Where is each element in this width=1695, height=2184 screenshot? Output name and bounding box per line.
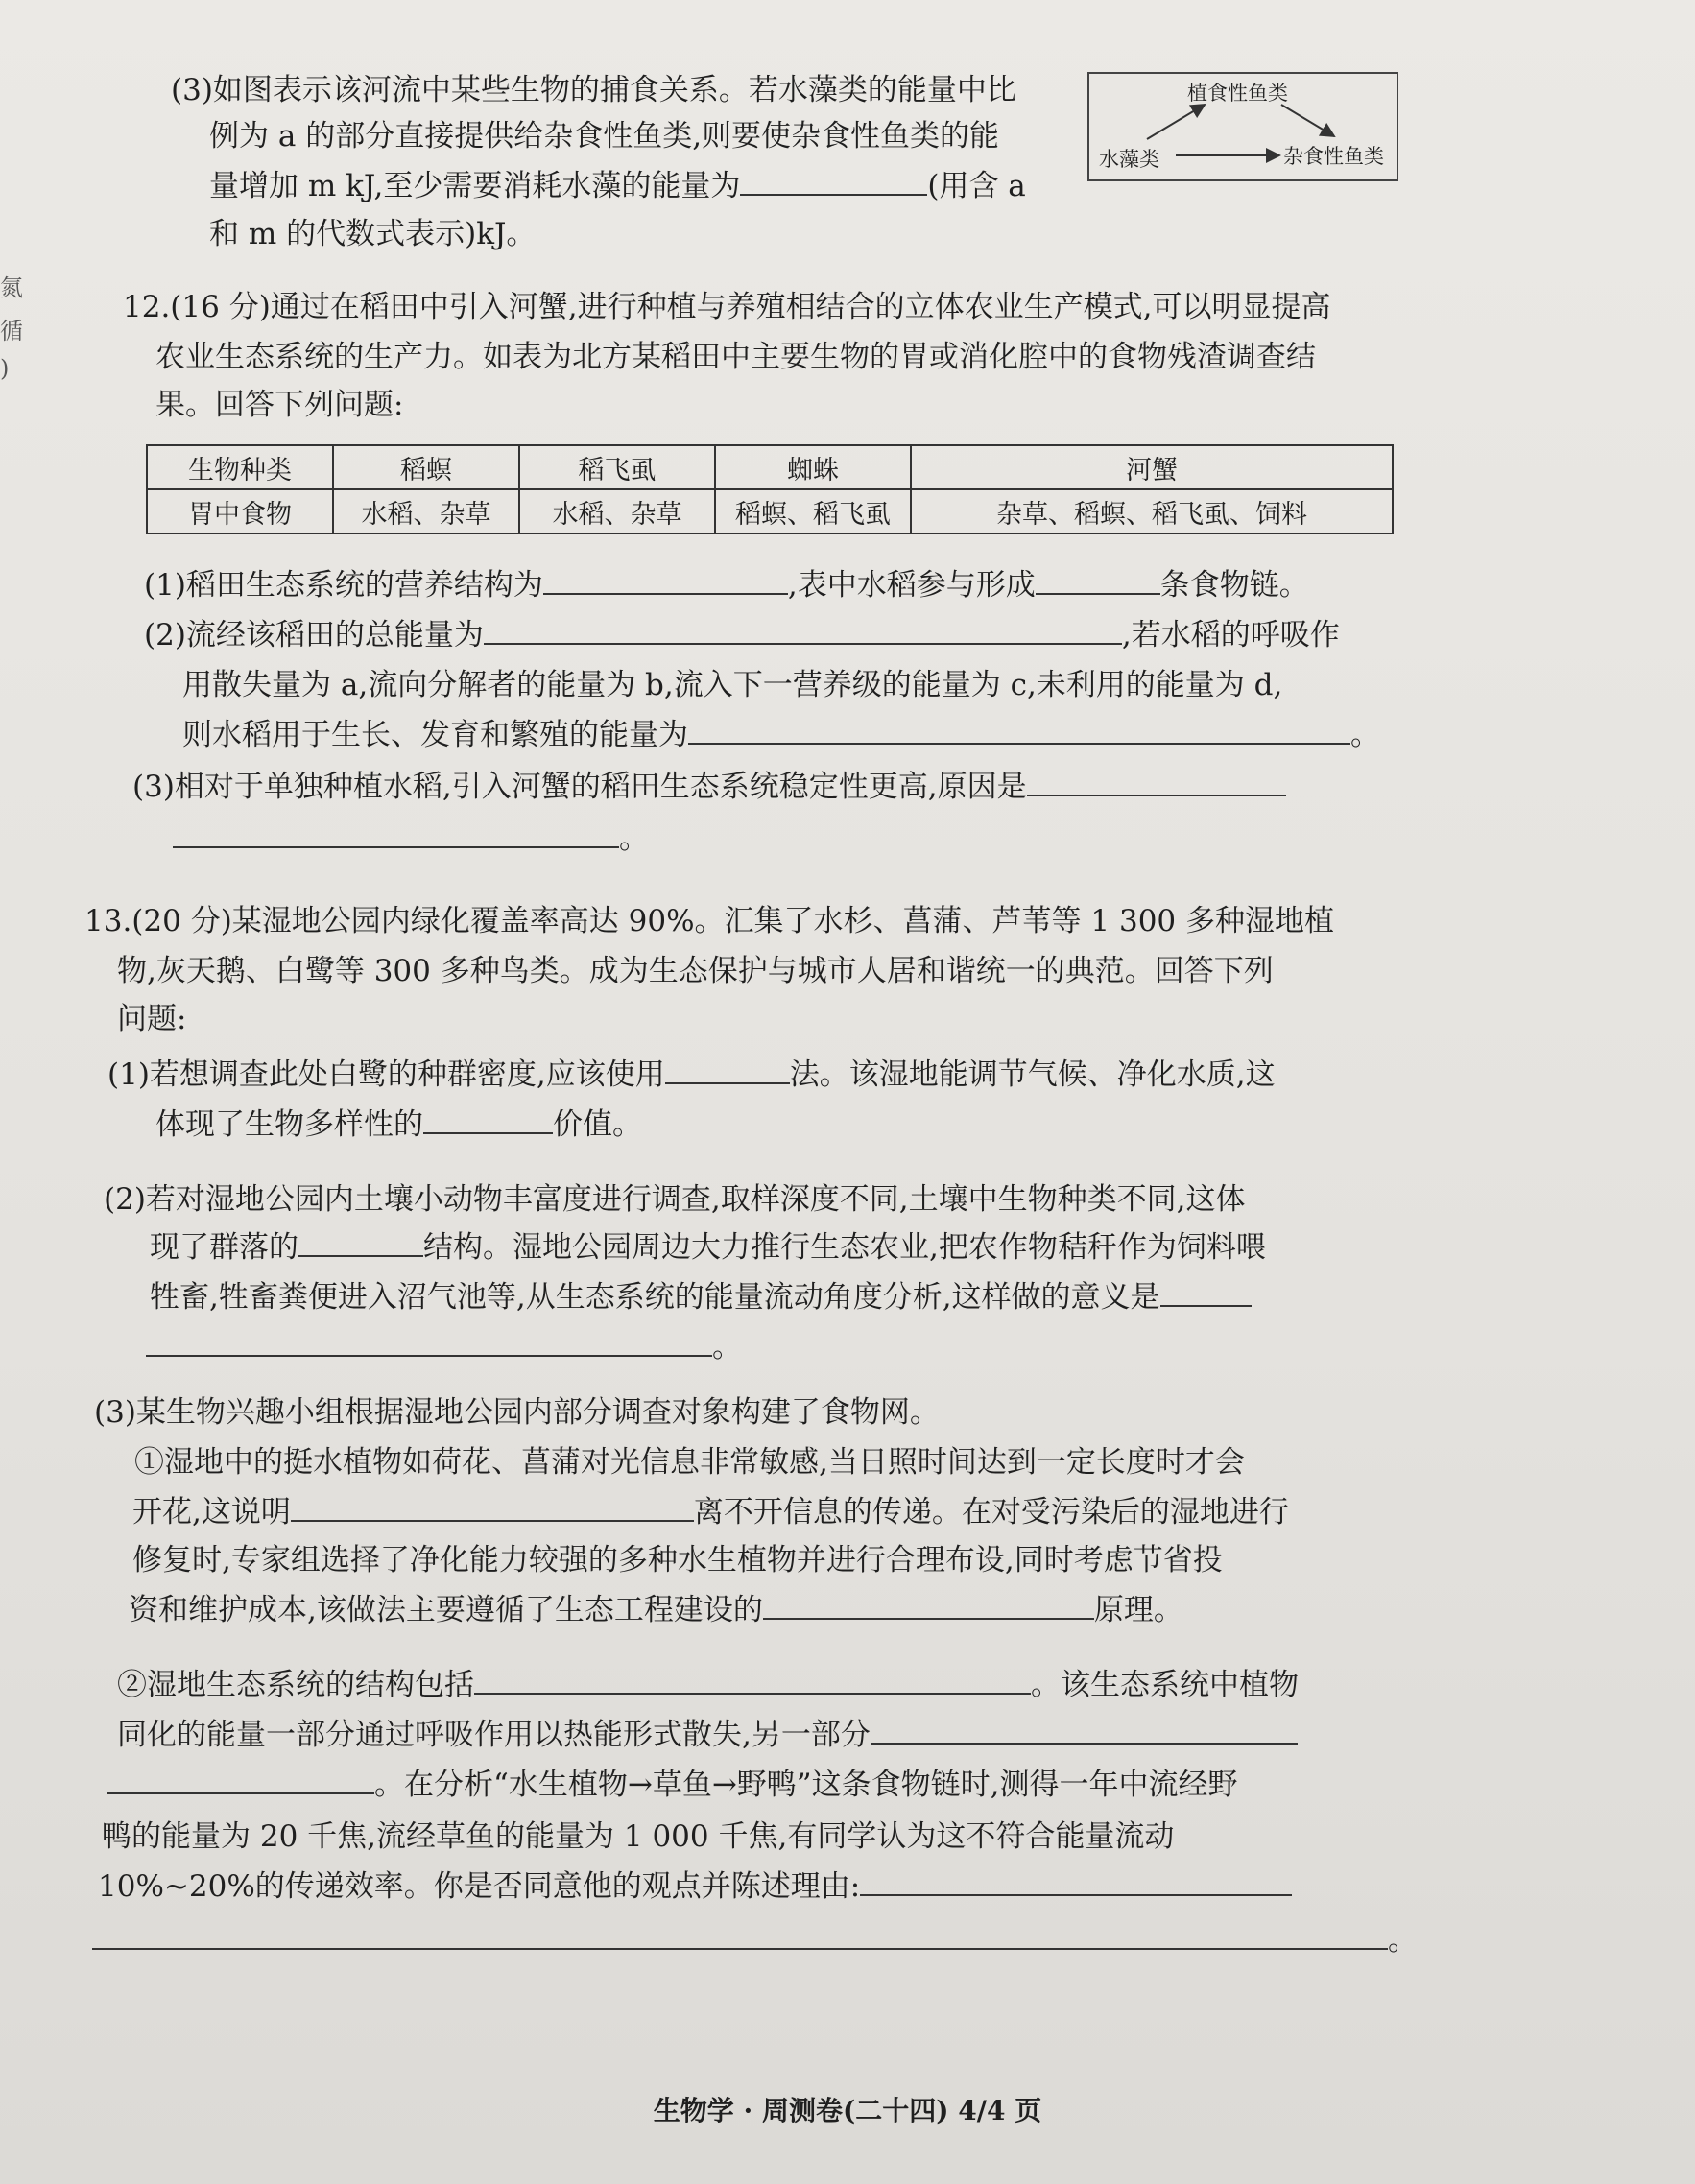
q13-part2: [150, 1276, 1252, 1318]
table-header-row: [147, 445, 1393, 489]
q13-part3-text: 。该生态系统中植物: [1031, 1668, 1299, 1702]
q13-stem: 物,灰天鹅、白鹭等 300 多种鸟类。成为生态保护与城市人居和谐统一的典范。回答下列: [117, 954, 1274, 988]
q13-part3-sub1: [129, 1589, 1183, 1631]
answer-blank[interactable]: [763, 1589, 1094, 1620]
answer-blank[interactable]: [1036, 564, 1160, 595]
q13-part3-text: ②湿地生态系统的结构包括: [117, 1668, 474, 1702]
answer-blank[interactable]: [1027, 766, 1286, 796]
table-row: [147, 489, 1393, 534]
q13-part1-text: 体现了生物多样性的: [155, 1107, 423, 1142]
q13-part2-text: 现了群落的: [150, 1230, 298, 1265]
stomach-contents-table: [146, 444, 1394, 534]
table-cell: 河蟹: [911, 445, 1393, 489]
q12-part2-text: ,若水稻的呼吸作: [1121, 618, 1340, 653]
q12-part1-text: (1)稻田生态系统的营养结构为: [144, 568, 543, 603]
diagram-node-omnivorous-fish: 杂食性鱼类: [1283, 145, 1384, 168]
table-cell: 杂草、稻螟、稻飞虱、饲料: [911, 489, 1393, 534]
q13-stem: 问题:: [117, 1002, 187, 1036]
table-cell: 水稻、杂草: [333, 489, 519, 534]
q13-part3-sub1: 修复时,专家组选择了净化能力较强的多种水生植物并进行合理布设,同时考虑节省投: [132, 1543, 1223, 1578]
answer-blank[interactable]: [146, 1326, 712, 1357]
arrow-herbivore-to-omnivore: [1281, 105, 1334, 136]
answer-blank[interactable]: [860, 1865, 1292, 1896]
q13-part2: [150, 1226, 1266, 1269]
q13-part2-text: 。: [712, 1330, 742, 1365]
margin-fragment: 循: [0, 318, 23, 344]
q13-part3-text: 。: [1388, 1923, 1418, 1958]
answer-blank[interactable]: [688, 714, 1350, 745]
answer-blank[interactable]: [871, 1714, 1298, 1745]
q13-part1: [107, 1054, 1276, 1096]
q13-part3-sub2: [107, 1764, 1238, 1806]
q13-part3-text: 原理。: [1093, 1593, 1183, 1627]
arrow-algae-to-herbivore: [1147, 105, 1205, 139]
q12-stem: 农业生态系统的生产力。如表为北方某稻田中主要生物的胃或消化腔中的食物残渣调查结: [155, 340, 1316, 374]
q11-3-line: [209, 165, 1026, 207]
q12-part2-text: 。: [1350, 718, 1380, 752]
q13-part3-sub2: [98, 1865, 1292, 1908]
q13-part3-text: 。在分析“水生植物→草鱼→野鸭”这条食物链时,测得一年中流经野: [374, 1768, 1238, 1802]
q13-part3-sub2: [117, 1664, 1299, 1706]
diagram-node-herbivorous-fish: 植食性鱼类: [1187, 82, 1288, 105]
answer-blank[interactable]: [291, 1491, 694, 1522]
q12-part1: [144, 564, 1309, 606]
table-cell: 胃中食物: [147, 489, 333, 534]
q12-part2-text: (2)流经该稻田的总能量为: [144, 618, 484, 653]
q12-part1-text: 条食物链。: [1159, 568, 1309, 603]
q13-part3: (3)某生物兴趣小组根据湿地公园内部分调查对象构建了食物网。: [94, 1395, 940, 1430]
q13-part3-sub2: 鸭的能量为 20 千焦,流经草鱼的能量为 1 000 千焦,有同学认为这不符合能量流动: [102, 1819, 1175, 1854]
q12-part3: [132, 766, 1286, 808]
food-chain-diagram: [1087, 72, 1398, 181]
table-cell: 生物种类: [147, 445, 333, 489]
q13-part3-sub1: [132, 1491, 1289, 1533]
q11-3-line: (3)如图表示该河流中某些生物的捕食关系。若水藻类的能量中比: [171, 73, 1016, 107]
table-cell: 蜘蛛: [715, 445, 911, 489]
q13-part1-text: 法。该湿地能调节气候、净化水质,这: [789, 1057, 1276, 1092]
q12-part3: [173, 818, 649, 860]
answer-blank[interactable]: [474, 1664, 1031, 1695]
answer-blank[interactable]: [423, 1104, 553, 1134]
q13-part3-text: 同化的能量一部分通过呼吸作用以热能形式散失,另一部分: [117, 1718, 871, 1752]
q13-part3-text: 开花,这说明: [132, 1495, 291, 1530]
q13-part1-text: 价值。: [553, 1107, 642, 1142]
q12-part2: [182, 714, 1380, 756]
diagram-node-algae: 水藻类: [1099, 148, 1159, 171]
q12-part1-text: ,表中水稻参与形成: [787, 568, 1036, 603]
q13-stem: 13.(20 分)某湿地公园内绿化覆盖率高达 90%。汇集了水杉、菖蒲、芦苇等 1 300 多种湿地植: [84, 904, 1334, 938]
answer-blank[interactable]: [1160, 1276, 1252, 1307]
table-cell: 水稻、杂草: [519, 489, 715, 534]
answer-blank[interactable]: [543, 564, 788, 595]
q11-3-line: 例为 a 的部分直接提供给杂食性鱼类,则要使杂食性鱼类的能: [209, 119, 1000, 154]
answer-blank[interactable]: [740, 165, 927, 196]
answer-blank[interactable]: [665, 1054, 790, 1084]
answer-blank[interactable]: [173, 818, 619, 848]
margin-fragment: ): [0, 355, 10, 382]
answer-blank[interactable]: [484, 614, 1122, 645]
q13-part2-text: 结构。湿地公园周边大力推行生态农业,把农作物秸秆作为饲料喂: [423, 1230, 1266, 1265]
q12-part2: 用散失量为 a,流向分解者的能量为 b,流入下一营养级的能量为 c,未利用的能量为 d,: [182, 668, 1283, 702]
table-cell: 稻螟: [333, 445, 519, 489]
q13-part3-sub2: [92, 1919, 1418, 1961]
q13-part1: [155, 1104, 642, 1146]
table-cell: 稻螟、稻飞虱: [715, 489, 911, 534]
q13-part2-text: 牲畜,牲畜粪便进入沼气池等,从生态系统的能量流动角度分析,这样做的意义是: [150, 1280, 1160, 1315]
q13-part3-text: 资和维护成本,该做法主要遵循了生态工程建设的: [129, 1593, 763, 1627]
q12-part3-text: 。: [619, 821, 649, 856]
q13-part3-text: 离不开信息的传递。在对受污染后的湿地进行: [693, 1495, 1289, 1530]
q12-stem: 果。回答下列问题:: [155, 388, 404, 422]
q13-part3-sub1: ①湿地中的挺水植物如荷花、菖蒲对光信息非常敏感,当日照时间达到一定长度时才会: [134, 1445, 1245, 1480]
q13-part3-text: 10%~20%的传递效率。你是否同意他的观点并陈述理由:: [98, 1869, 861, 1904]
q13-part2: [146, 1326, 742, 1368]
q13-part3-sub2: [117, 1714, 1298, 1756]
answer-blank[interactable]: [92, 1919, 1388, 1950]
q12-part3-text: (3)相对于单独种植水稻,引入河蟹的稻田生态系统稳定性更高,原因是: [132, 770, 1027, 804]
diagram-arrows: [1089, 74, 1397, 179]
q12-part2: [144, 614, 1340, 656]
q11-3-text: (用含 a: [927, 169, 1026, 203]
q13-part2: (2)若对湿地公园内土壤小动物丰富度进行调查,取样深度不同,土壤中生物种类不同,这体: [104, 1182, 1246, 1217]
q11-3-text: 量增加 m kJ,至少需要消耗水藻的能量为: [209, 169, 741, 203]
answer-blank[interactable]: [298, 1226, 423, 1257]
q12-stem: 12.(16 分)通过在稻田中引入河蟹,进行种植与养殖相结合的立体农业生产模式,可以明显提高: [123, 290, 1331, 324]
answer-blank[interactable]: [107, 1764, 374, 1794]
page-footer: 生物学 · 周测卷(二十四) 4/4 页: [653, 2095, 1042, 2126]
table-cell: 稻飞虱: [519, 445, 715, 489]
q12-part2-text: 则水稻用于生长、发育和繁殖的能量为: [182, 718, 688, 752]
q13-part1-text: (1)若想调查此处白鹭的种群密度,应该使用: [107, 1057, 665, 1092]
margin-fragment: 氮: [0, 274, 23, 301]
q11-3-line: 和 m 的代数式表示)kJ。: [209, 217, 537, 251]
